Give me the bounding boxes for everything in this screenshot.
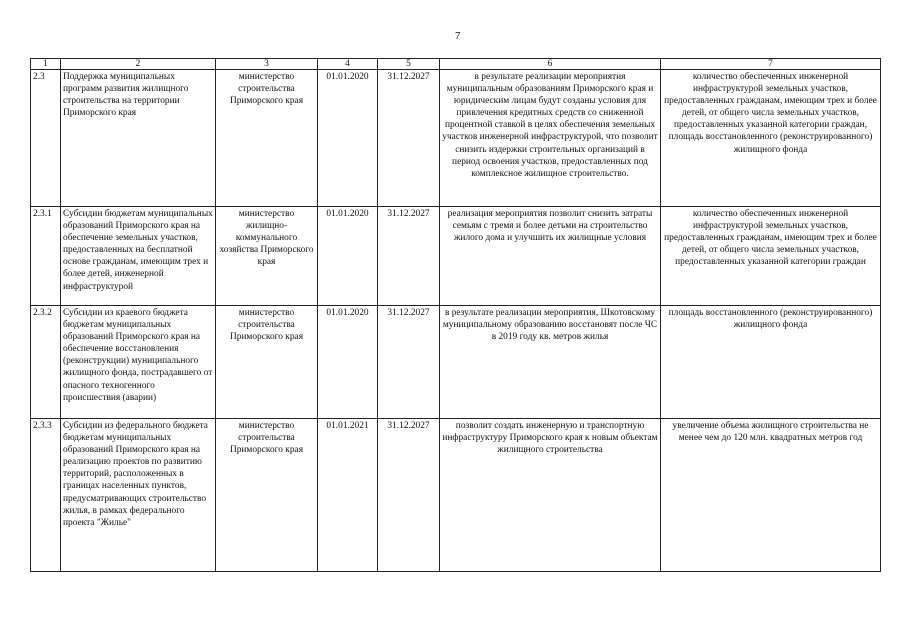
page-number: 7 [455, 30, 461, 42]
indicator: увеличение объема жилищного строительства не менее чем до 120 млн. квадратных метров год [661, 419, 881, 572]
header-cell: 6 [440, 59, 661, 70]
executor: министерство строительства Приморского края [216, 306, 318, 419]
table-row [31, 70, 881, 207]
executor: министерство строительства Приморского края [216, 70, 318, 207]
program-table [30, 58, 881, 572]
header-cell: 2 [61, 59, 216, 70]
indicator: площадь восстановленного (реконструированного) жилищного фонда [661, 306, 881, 419]
table-row [31, 207, 881, 306]
executor: министерство строительства Приморского края [216, 419, 318, 572]
measure-name: Поддержка муниципальных программ развития жилищного строительства на территории Приморского края [61, 70, 216, 207]
row-number: 2.3.1 [31, 207, 61, 306]
header-cell: 3 [216, 59, 318, 70]
table-row [31, 306, 881, 419]
indicator: количество обеспеченных инженерной инфраструктурой земельных участков, предоставленных гражданам, имеющим трех и более детей, от общего числа земельных участков, предоставленных указанной категории граждан, площадь восстановленного (реконструированного) жилищного фонда [661, 70, 881, 207]
start-date: 01.01.2020 [318, 70, 378, 207]
measure-name: Субсидии из краевого бюджета бюджетам муниципальных образований Приморского края на обеспечение восстановления (реконструкции) муниципального жилищного фонда, пострадавшего от опасного техногенного происшествия (аварии) [61, 306, 216, 419]
start-date: 01.01.2021 [318, 419, 378, 572]
row-number: 2.3 [31, 70, 61, 207]
expected-result: реализация мероприятия позволит снизить затраты семьям с тремя и более детьми на строительство жилого дома и улучшить их жилищные условия [440, 207, 661, 306]
indicator: количество обеспеченных инженерной инфраструктурой земельных участков, предоставленных гражданам, имеющим трех и более детей, от общего числа земельных участков, предоставленных указанной категории граждан [661, 207, 881, 306]
measure-name: Субсидии бюджетам муниципальных образований Приморского края на обеспечение земельных участков, предоставленных на бесплатной основе гражданам, имеющим трех и более детей, инженерной инфраструктурой [61, 207, 216, 306]
header-cell: 1 [31, 59, 61, 70]
start-date: 01.01.2020 [318, 207, 378, 306]
header-cell: 4 [318, 59, 378, 70]
table-row [31, 419, 881, 572]
expected-result: в результате реализации мероприятия муниципальным образованиям Приморского края и юридическим лицам будут созданы условия для привлечения кредитных средств со сниженной процентной ставкой в целях обеспечения земельных участков инженерной инфраструктурой, что позволит снизить издержки строительных организаций в период освоения участков, предоставленных под комплексное жилищное строительство. [440, 70, 661, 207]
header-cell: 5 [378, 59, 440, 70]
end-date: 31.12.2027 [378, 306, 440, 419]
measure-name: Субсидии из федерального бюджета бюджетам муниципальных образований Приморского края на реализацию проектов по развитию территорий, расположенных в границах населенных пунктов, предусматривающих строительство жилья, в рамках федерального проекта "Жилье" [61, 419, 216, 572]
header-cell: 7 [661, 59, 881, 70]
end-date: 31.12.2027 [378, 70, 440, 207]
table-header-row [31, 59, 881, 70]
expected-result: в результате реализации мероприятия, Шкотовскому муниципальному образованию восстановят после ЧС в 2019 году кв. метров жилья [440, 306, 661, 419]
row-number: 2.3.2 [31, 306, 61, 419]
start-date: 01.01.2020 [318, 306, 378, 419]
expected-result: позволит создать инженерную и транспортную инфраструктуру Приморского края к новым объектам жилищного строительства [440, 419, 661, 572]
executor: министерство жилищно-коммунального хозяйства Приморского края [216, 207, 318, 306]
row-number: 2.3.3 [31, 419, 61, 572]
end-date: 31.12.2027 [378, 207, 440, 306]
end-date: 31.12.2027 [378, 419, 440, 572]
